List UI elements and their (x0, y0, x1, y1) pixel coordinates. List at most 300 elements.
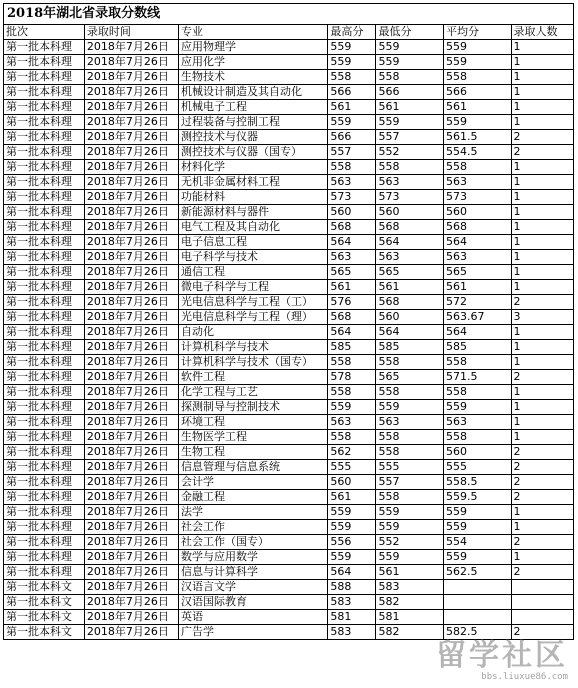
table-row (4, 55, 574, 70)
cell-max-score: 568 (328, 220, 376, 235)
cell-batch: 第一批本科理 (4, 400, 85, 415)
cell-major: 汉语言文学 (178, 580, 327, 595)
cell-avg-score: 573 (443, 190, 511, 205)
cell-avg-score: 562.5 (443, 565, 511, 580)
cell-min-score: 559 (376, 40, 444, 55)
cell-date: 2018年7月26日 (84, 145, 178, 160)
cell-major: 计算机科学与技术 (178, 340, 327, 355)
cell-major: 机械设计制造及其自动化 (178, 85, 327, 100)
cell-batch: 第一批本科理 (4, 55, 85, 70)
table-row (4, 115, 574, 130)
cell-max-score: 558 (328, 160, 376, 175)
cell-major: 应用化学 (178, 55, 327, 70)
cell-major: 数学与应用数学 (178, 550, 327, 565)
cell-batch: 第一批本科理 (4, 385, 85, 400)
table-row (4, 280, 574, 295)
cell-date: 2018年7月26日 (84, 610, 178, 625)
cell-admitted-count: 1 (511, 40, 573, 55)
cell-date: 2018年7月26日 (84, 250, 178, 265)
cell-batch: 第一批本科理 (4, 370, 85, 385)
header-min-score: 最低分 (376, 25, 444, 40)
cell-admitted-count: 1 (511, 505, 573, 520)
cell-avg-score: 559 (443, 550, 511, 565)
cell-admitted-count: 1 (511, 520, 573, 535)
table-row (4, 580, 574, 595)
cell-date: 2018年7月26日 (84, 310, 178, 325)
cell-batch: 第一批本科文 (4, 595, 85, 610)
table-row (4, 340, 574, 355)
cell-major: 微电子科学与工程 (178, 280, 327, 295)
cell-batch: 第一批本科理 (4, 205, 85, 220)
cell-batch: 第一批本科理 (4, 100, 85, 115)
cell-max-score: 583 (328, 625, 376, 640)
cell-min-score: 557 (376, 475, 444, 490)
cell-max-score: 588 (328, 580, 376, 595)
cell-admitted-count: 1 (511, 415, 573, 430)
cell-date: 2018年7月26日 (84, 130, 178, 145)
cell-major: 软件工程 (178, 370, 327, 385)
cell-batch: 第一批本科理 (4, 190, 85, 205)
cell-batch: 第一批本科理 (4, 85, 85, 100)
table-row (4, 190, 574, 205)
cell-major: 机械电子工程 (178, 100, 327, 115)
cell-admitted-count: 2 (511, 565, 573, 580)
table-row (4, 370, 574, 385)
cell-avg-score (443, 580, 511, 595)
cell-min-score: 559 (376, 550, 444, 565)
cell-avg-score: 565 (443, 265, 511, 280)
cell-admitted-count: 1 (511, 175, 573, 190)
cell-admitted-count: 1 (511, 385, 573, 400)
cell-major: 广告学 (178, 625, 327, 640)
cell-major: 电子信息工程 (178, 235, 327, 250)
table-row (4, 160, 574, 175)
cell-major: 电子科学与技术 (178, 250, 327, 265)
cell-major: 化学工程与工艺 (178, 385, 327, 400)
cell-min-score: 582 (376, 595, 444, 610)
table-row (4, 355, 574, 370)
cell-min-score: 585 (376, 340, 444, 355)
cell-admitted-count: 2 (511, 370, 573, 385)
cell-max-score: 564 (328, 235, 376, 250)
cell-batch: 第一批本科理 (4, 415, 85, 430)
cell-major: 新能源材料与器件 (178, 205, 327, 220)
cell-batch: 第一批本科理 (4, 145, 85, 160)
cell-batch: 第一批本科理 (4, 490, 85, 505)
cell-admitted-count: 2 (511, 445, 573, 460)
cell-admitted-count: 2 (511, 490, 573, 505)
cell-min-score: 559 (376, 115, 444, 130)
table-row (4, 175, 574, 190)
table-row (4, 250, 574, 265)
table-row (4, 325, 574, 340)
cell-admitted-count: 1 (511, 280, 573, 295)
cell-max-score: 561 (328, 490, 376, 505)
cell-avg-score: 560 (443, 445, 511, 460)
cell-batch: 第一批本科理 (4, 550, 85, 565)
cell-admitted-count: 1 (511, 160, 573, 175)
cell-min-score: 560 (376, 310, 444, 325)
table-row (4, 145, 574, 160)
cell-date: 2018年7月26日 (84, 55, 178, 70)
cell-date: 2018年7月26日 (84, 235, 178, 250)
cell-batch: 第一批本科理 (4, 130, 85, 145)
cell-batch: 第一批本科理 (4, 295, 85, 310)
cell-admitted-count: 1 (511, 340, 573, 355)
header-admitted-count: 录取人数 (511, 25, 573, 40)
cell-max-score: 563 (328, 175, 376, 190)
cell-max-score: 556 (328, 535, 376, 550)
table-row (4, 475, 574, 490)
table-row (4, 40, 574, 55)
admission-scores-table (3, 3, 574, 640)
cell-date: 2018年7月26日 (84, 370, 178, 385)
cell-date: 2018年7月26日 (84, 205, 178, 220)
cell-admitted-count: 1 (511, 325, 573, 340)
cell-max-score: 559 (328, 400, 376, 415)
cell-date: 2018年7月26日 (84, 160, 178, 175)
cell-avg-score: 572 (443, 295, 511, 310)
cell-avg-score: 554 (443, 535, 511, 550)
cell-min-score: 557 (376, 130, 444, 145)
cell-batch: 第一批本科理 (4, 40, 85, 55)
table-row (4, 610, 574, 625)
cell-min-score: 582 (376, 625, 444, 640)
cell-major: 英语 (178, 610, 327, 625)
cell-avg-score: 559 (443, 115, 511, 130)
cell-date: 2018年7月26日 (84, 265, 178, 280)
cell-max-score: 558 (328, 355, 376, 370)
cell-avg-score: 585 (443, 340, 511, 355)
cell-min-score: 552 (376, 145, 444, 160)
cell-max-score: 565 (328, 265, 376, 280)
cell-avg-score: 561 (443, 100, 511, 115)
cell-major: 光电信息科学与工程（理） (178, 310, 327, 325)
cell-admitted-count: 1 (511, 55, 573, 70)
cell-avg-score (443, 595, 511, 610)
cell-major: 会计学 (178, 475, 327, 490)
cell-avg-score: 563.67 (443, 310, 511, 325)
cell-major: 计算机科学与技术（国专） (178, 355, 327, 370)
cell-major: 无机非金属材料工程 (178, 175, 327, 190)
cell-date: 2018年7月26日 (84, 460, 178, 475)
cell-max-score: 563 (328, 415, 376, 430)
cell-avg-score: 559 (443, 505, 511, 520)
cell-max-score: 581 (328, 610, 376, 625)
cell-avg-score: 558.5 (443, 475, 511, 490)
cell-major: 生物医学工程 (178, 430, 327, 445)
table-row (4, 595, 574, 610)
cell-batch: 第一批本科文 (4, 610, 85, 625)
cell-admitted-count: 1 (511, 100, 573, 115)
table-row (4, 535, 574, 550)
header-avg-score: 平均分 (443, 25, 511, 40)
cell-min-score: 568 (376, 295, 444, 310)
cell-max-score: 566 (328, 85, 376, 100)
cell-date: 2018年7月26日 (84, 280, 178, 295)
cell-avg-score: 582.5 (443, 625, 511, 640)
cell-date: 2018年7月26日 (84, 190, 178, 205)
cell-date: 2018年7月26日 (84, 70, 178, 85)
cell-date: 2018年7月26日 (84, 100, 178, 115)
cell-date: 2018年7月26日 (84, 40, 178, 55)
cell-avg-score: 563 (443, 175, 511, 190)
cell-batch: 第一批本科文 (4, 625, 85, 640)
cell-major: 法学 (178, 505, 327, 520)
cell-date: 2018年7月26日 (84, 445, 178, 460)
table-row (4, 460, 574, 475)
cell-avg-score: 563 (443, 250, 511, 265)
cell-major: 过程装备与控制工程 (178, 115, 327, 130)
cell-admitted-count: 1 (511, 220, 573, 235)
cell-max-score: 563 (328, 250, 376, 265)
cell-min-score: 583 (376, 580, 444, 595)
cell-min-score: 568 (376, 220, 444, 235)
cell-batch: 第一批本科理 (4, 160, 85, 175)
cell-admitted-count: 3 (511, 310, 573, 325)
cell-major: 环境工程 (178, 415, 327, 430)
cell-date: 2018年7月26日 (84, 85, 178, 100)
cell-avg-score: 561 (443, 280, 511, 295)
cell-admitted-count: 1 (511, 70, 573, 85)
sheet-title: 2018年湖北省录取分数线 (4, 4, 574, 25)
cell-min-score: 559 (376, 55, 444, 70)
cell-avg-score: 559 (443, 520, 511, 535)
cell-avg-score: 564 (443, 325, 511, 340)
cell-major: 探测制导与控制技术 (178, 400, 327, 415)
cell-date: 2018年7月26日 (84, 115, 178, 130)
cell-avg-score: 559 (443, 55, 511, 70)
table-row (4, 295, 574, 310)
cell-avg-score (443, 610, 511, 625)
cell-min-score: 558 (376, 160, 444, 175)
cell-avg-score: 559 (443, 400, 511, 415)
cell-min-score: 563 (376, 415, 444, 430)
cell-min-score: 555 (376, 460, 444, 475)
title-row (4, 4, 574, 25)
watermark-logo-text: 留学社区 (436, 638, 568, 673)
cell-min-score: 563 (376, 175, 444, 190)
cell-min-score: 558 (376, 490, 444, 505)
cell-date: 2018年7月26日 (84, 355, 178, 370)
cell-major: 应用物理学 (178, 40, 327, 55)
table-row (4, 565, 574, 580)
cell-batch: 第一批本科理 (4, 115, 85, 130)
cell-date: 2018年7月26日 (84, 565, 178, 580)
cell-admitted-count (511, 610, 573, 625)
cell-batch: 第一批本科文 (4, 580, 85, 595)
table-row (4, 310, 574, 325)
cell-major: 材料化学 (178, 160, 327, 175)
cell-avg-score: 558 (443, 430, 511, 445)
cell-batch: 第一批本科理 (4, 520, 85, 535)
cell-batch: 第一批本科理 (4, 535, 85, 550)
table-row (4, 520, 574, 535)
cell-max-score: 578 (328, 370, 376, 385)
cell-major: 自动化 (178, 325, 327, 340)
cell-date: 2018年7月26日 (84, 400, 178, 415)
cell-max-score: 562 (328, 445, 376, 460)
table-row (4, 625, 574, 640)
cell-max-score: 561 (328, 100, 376, 115)
cell-batch: 第一批本科理 (4, 475, 85, 490)
table-row (4, 220, 574, 235)
header-date: 录取时间 (84, 25, 178, 40)
cell-batch: 第一批本科理 (4, 355, 85, 370)
cell-batch: 第一批本科理 (4, 250, 85, 265)
cell-avg-score: 558 (443, 355, 511, 370)
cell-admitted-count: 1 (511, 265, 573, 280)
cell-max-score: 558 (328, 430, 376, 445)
table-row (4, 550, 574, 565)
cell-major: 信息管理与信息系统 (178, 460, 327, 475)
cell-avg-score: 563 (443, 415, 511, 430)
cell-batch: 第一批本科理 (4, 340, 85, 355)
table-row (4, 400, 574, 415)
table-row (4, 70, 574, 85)
table-row (4, 130, 574, 145)
cell-avg-score: 558 (443, 70, 511, 85)
cell-date: 2018年7月26日 (84, 325, 178, 340)
cell-max-score: 557 (328, 145, 376, 160)
cell-admitted-count: 1 (511, 250, 573, 265)
cell-min-score: 566 (376, 85, 444, 100)
cell-min-score: 558 (376, 430, 444, 445)
cell-admitted-count: 1 (511, 430, 573, 445)
cell-admitted-count: 2 (511, 625, 573, 640)
cell-min-score: 558 (376, 355, 444, 370)
cell-min-score: 559 (376, 505, 444, 520)
cell-min-score: 561 (376, 100, 444, 115)
cell-major: 社会工作（国专） (178, 535, 327, 550)
cell-max-score: 564 (328, 565, 376, 580)
header-max-score: 最高分 (328, 25, 376, 40)
cell-date: 2018年7月26日 (84, 580, 178, 595)
cell-batch: 第一批本科理 (4, 280, 85, 295)
cell-date: 2018年7月26日 (84, 535, 178, 550)
cell-admitted-count (511, 595, 573, 610)
cell-min-score: 552 (376, 535, 444, 550)
cell-batch: 第一批本科理 (4, 310, 85, 325)
cell-batch: 第一批本科理 (4, 70, 85, 85)
cell-min-score: 561 (376, 280, 444, 295)
cell-max-score: 566 (328, 130, 376, 145)
cell-admitted-count: 2 (511, 460, 573, 475)
cell-max-score: 583 (328, 595, 376, 610)
cell-date: 2018年7月26日 (84, 490, 178, 505)
cell-min-score: 565 (376, 265, 444, 280)
cell-avg-score: 554.5 (443, 145, 511, 160)
cell-batch: 第一批本科理 (4, 430, 85, 445)
cell-batch: 第一批本科理 (4, 565, 85, 580)
cell-date: 2018年7月26日 (84, 340, 178, 355)
cell-max-score: 560 (328, 205, 376, 220)
cell-max-score: 559 (328, 520, 376, 535)
cell-admitted-count: 1 (511, 355, 573, 370)
cell-batch: 第一批本科理 (4, 505, 85, 520)
cell-admitted-count: 2 (511, 535, 573, 550)
cell-max-score: 555 (328, 460, 376, 475)
cell-max-score: 559 (328, 505, 376, 520)
cell-major: 生物技术 (178, 70, 327, 85)
cell-admitted-count: 1 (511, 400, 573, 415)
cell-major: 生物工程 (178, 445, 327, 460)
cell-max-score: 560 (328, 475, 376, 490)
table-row (4, 385, 574, 400)
cell-max-score: 559 (328, 55, 376, 70)
cell-date: 2018年7月26日 (84, 475, 178, 490)
cell-min-score: 564 (376, 235, 444, 250)
cell-max-score: 558 (328, 70, 376, 85)
cell-major: 信息与计算科学 (178, 565, 327, 580)
cell-avg-score: 560 (443, 205, 511, 220)
cell-min-score: 573 (376, 190, 444, 205)
cell-min-score: 563 (376, 250, 444, 265)
cell-max-score: 559 (328, 115, 376, 130)
cell-major: 电气工程及其自动化 (178, 220, 327, 235)
cell-date: 2018年7月26日 (84, 295, 178, 310)
cell-avg-score: 559.5 (443, 490, 511, 505)
cell-min-score: 565 (376, 370, 444, 385)
cell-min-score: 558 (376, 445, 444, 460)
cell-avg-score: 571.5 (443, 370, 511, 385)
cell-avg-score: 566 (443, 85, 511, 100)
cell-batch: 第一批本科理 (4, 235, 85, 250)
cell-date: 2018年7月26日 (84, 175, 178, 190)
cell-admitted-count: 1 (511, 115, 573, 130)
cell-admitted-count: 1 (511, 190, 573, 205)
table-row (4, 490, 574, 505)
table-row (4, 505, 574, 520)
cell-date: 2018年7月26日 (84, 505, 178, 520)
cell-avg-score: 559 (443, 40, 511, 55)
cell-max-score: 564 (328, 325, 376, 340)
table-row (4, 445, 574, 460)
cell-batch: 第一批本科理 (4, 265, 85, 280)
cell-major: 测控技术与仪器（国专） (178, 145, 327, 160)
cell-min-score: 581 (376, 610, 444, 625)
cell-date: 2018年7月26日 (84, 550, 178, 565)
cell-admitted-count: 2 (511, 145, 573, 160)
cell-admitted-count: 1 (511, 85, 573, 100)
cell-admitted-count: 1 (511, 235, 573, 250)
cell-major: 汉语国际教育 (178, 595, 327, 610)
cell-avg-score: 558 (443, 160, 511, 175)
table-row (4, 205, 574, 220)
cell-min-score: 560 (376, 205, 444, 220)
cell-min-score: 559 (376, 400, 444, 415)
table-row (4, 265, 574, 280)
cell-major: 社会工作 (178, 520, 327, 535)
cell-date: 2018年7月26日 (84, 220, 178, 235)
cell-min-score: 558 (376, 385, 444, 400)
cell-date: 2018年7月26日 (84, 595, 178, 610)
cell-batch: 第一批本科理 (4, 445, 85, 460)
cell-max-score: 559 (328, 550, 376, 565)
cell-avg-score: 564 (443, 235, 511, 250)
cell-batch: 第一批本科理 (4, 325, 85, 340)
cell-max-score: 559 (328, 40, 376, 55)
cell-max-score: 573 (328, 190, 376, 205)
cell-date: 2018年7月26日 (84, 415, 178, 430)
cell-max-score: 576 (328, 295, 376, 310)
cell-avg-score: 558 (443, 385, 511, 400)
cell-avg-score: 561.5 (443, 130, 511, 145)
header-major: 专业 (178, 25, 327, 40)
cell-batch: 第一批本科理 (4, 175, 85, 190)
cell-avg-score: 568 (443, 220, 511, 235)
cell-major: 金融工程 (178, 490, 327, 505)
